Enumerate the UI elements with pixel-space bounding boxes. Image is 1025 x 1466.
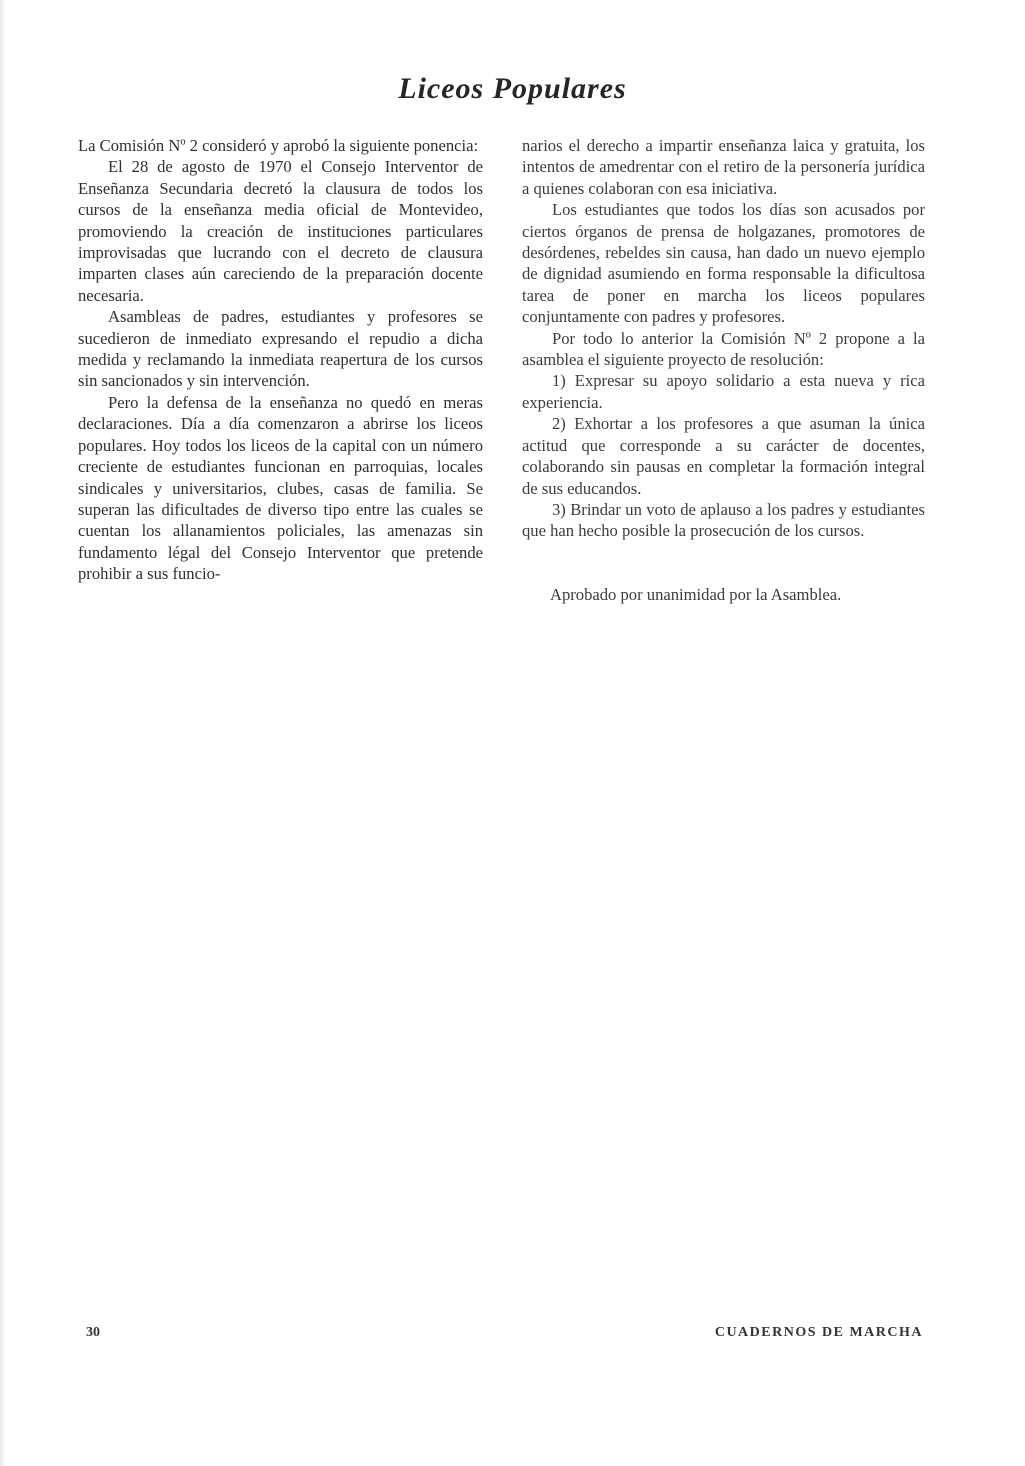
journal-name: CUADERNOS DE MARCHA <box>714 1325 923 1340</box>
scan-edge-shadow <box>0 0 6 1466</box>
paragraph-students: Los estudiantes que todos los días son acusados por ciertos órganos de prensa de holgazanes, promotores de desórdenes, rebeldes sin causa, han dado un nuevo ejemplo de dignidad asumiendo en forma responsable la dificultosa tarea de poner en marcha los liceos populares conjuntamente con padres y profesores. <box>522 200 925 327</box>
left-column <box>78 135 483 585</box>
paragraph-continuation: narios el derecho a impartir enseñanza laica y gratuita, los intentos de amedrentar con el retiro de la personería jurídica a quienes colaboran con esa iniciativa. <box>522 136 925 198</box>
paragraph-proposal: Por todo lo anterior la Comisión Nº 2 propone a la asamblea el siguiente proyecto de resolución: <box>522 328 925 370</box>
resolution-item-3: 3) Brindar un voto de aplauso a los padres y estudiantes que han hecho posible la prosecución de los cursos. <box>522 499 925 541</box>
article-title: Liceos Populares <box>398 72 627 105</box>
paragraph-decree: El 28 de agosto de 1970 el Consejo Interventor de Enseñanza Secundaria decretó la clausura de todos los cursos de la enseñanza media oficial de Montevideo, promoviendo la creación de instituciones particulares improvisadas que lucrando con el decreto de clausura imparten clases aún careciendo de la preparación docente necesaria. <box>78 157 483 305</box>
paragraph-defense: Pero la defensa de la enseñanza no quedó en meras declaraciones. Día a día comenzaron a abrirse los liceos populares. Hoy todos los liceos de la capital con un número creciente de estudiantes funcionan en parroquias, locales sindicales y universitarios, clubes, casas de familia. Se superan las dificultades de diverso tipo entre las cuales se cuentan los allanamientos policiales, las amenazas sin fundamento légal del Consejo Interventor que pretende prohibir a sus funcio- <box>78 392 483 584</box>
approval-note: Aprobado por unanimidad por la Asamblea. <box>550 584 842 604</box>
resolution-item-2: 2) Exhortar a los profesores a que asuman la única actitud que corresponde a su carácter de docentes, colaborando sin pausas en completar la formación integral de sus educandos. <box>522 414 925 498</box>
resolution-item-1: 1) Expresar su apoyo solidario a esta nueva y rica experiencia. <box>522 371 925 412</box>
page-number: 30 <box>86 1325 100 1340</box>
right-column <box>522 135 925 605</box>
paragraph-assemblies: Asambleas de padres, estudiantes y profesores se sucedieron de inmediato expresando el repudio a dicha medida y reclamando la inmediata reapertura de los cursos sin sancionados y sin intervención. <box>78 307 483 391</box>
paragraph-intro: La Comisión Nº 2 consideró y aprobó la siguiente ponencia: <box>78 136 479 155</box>
